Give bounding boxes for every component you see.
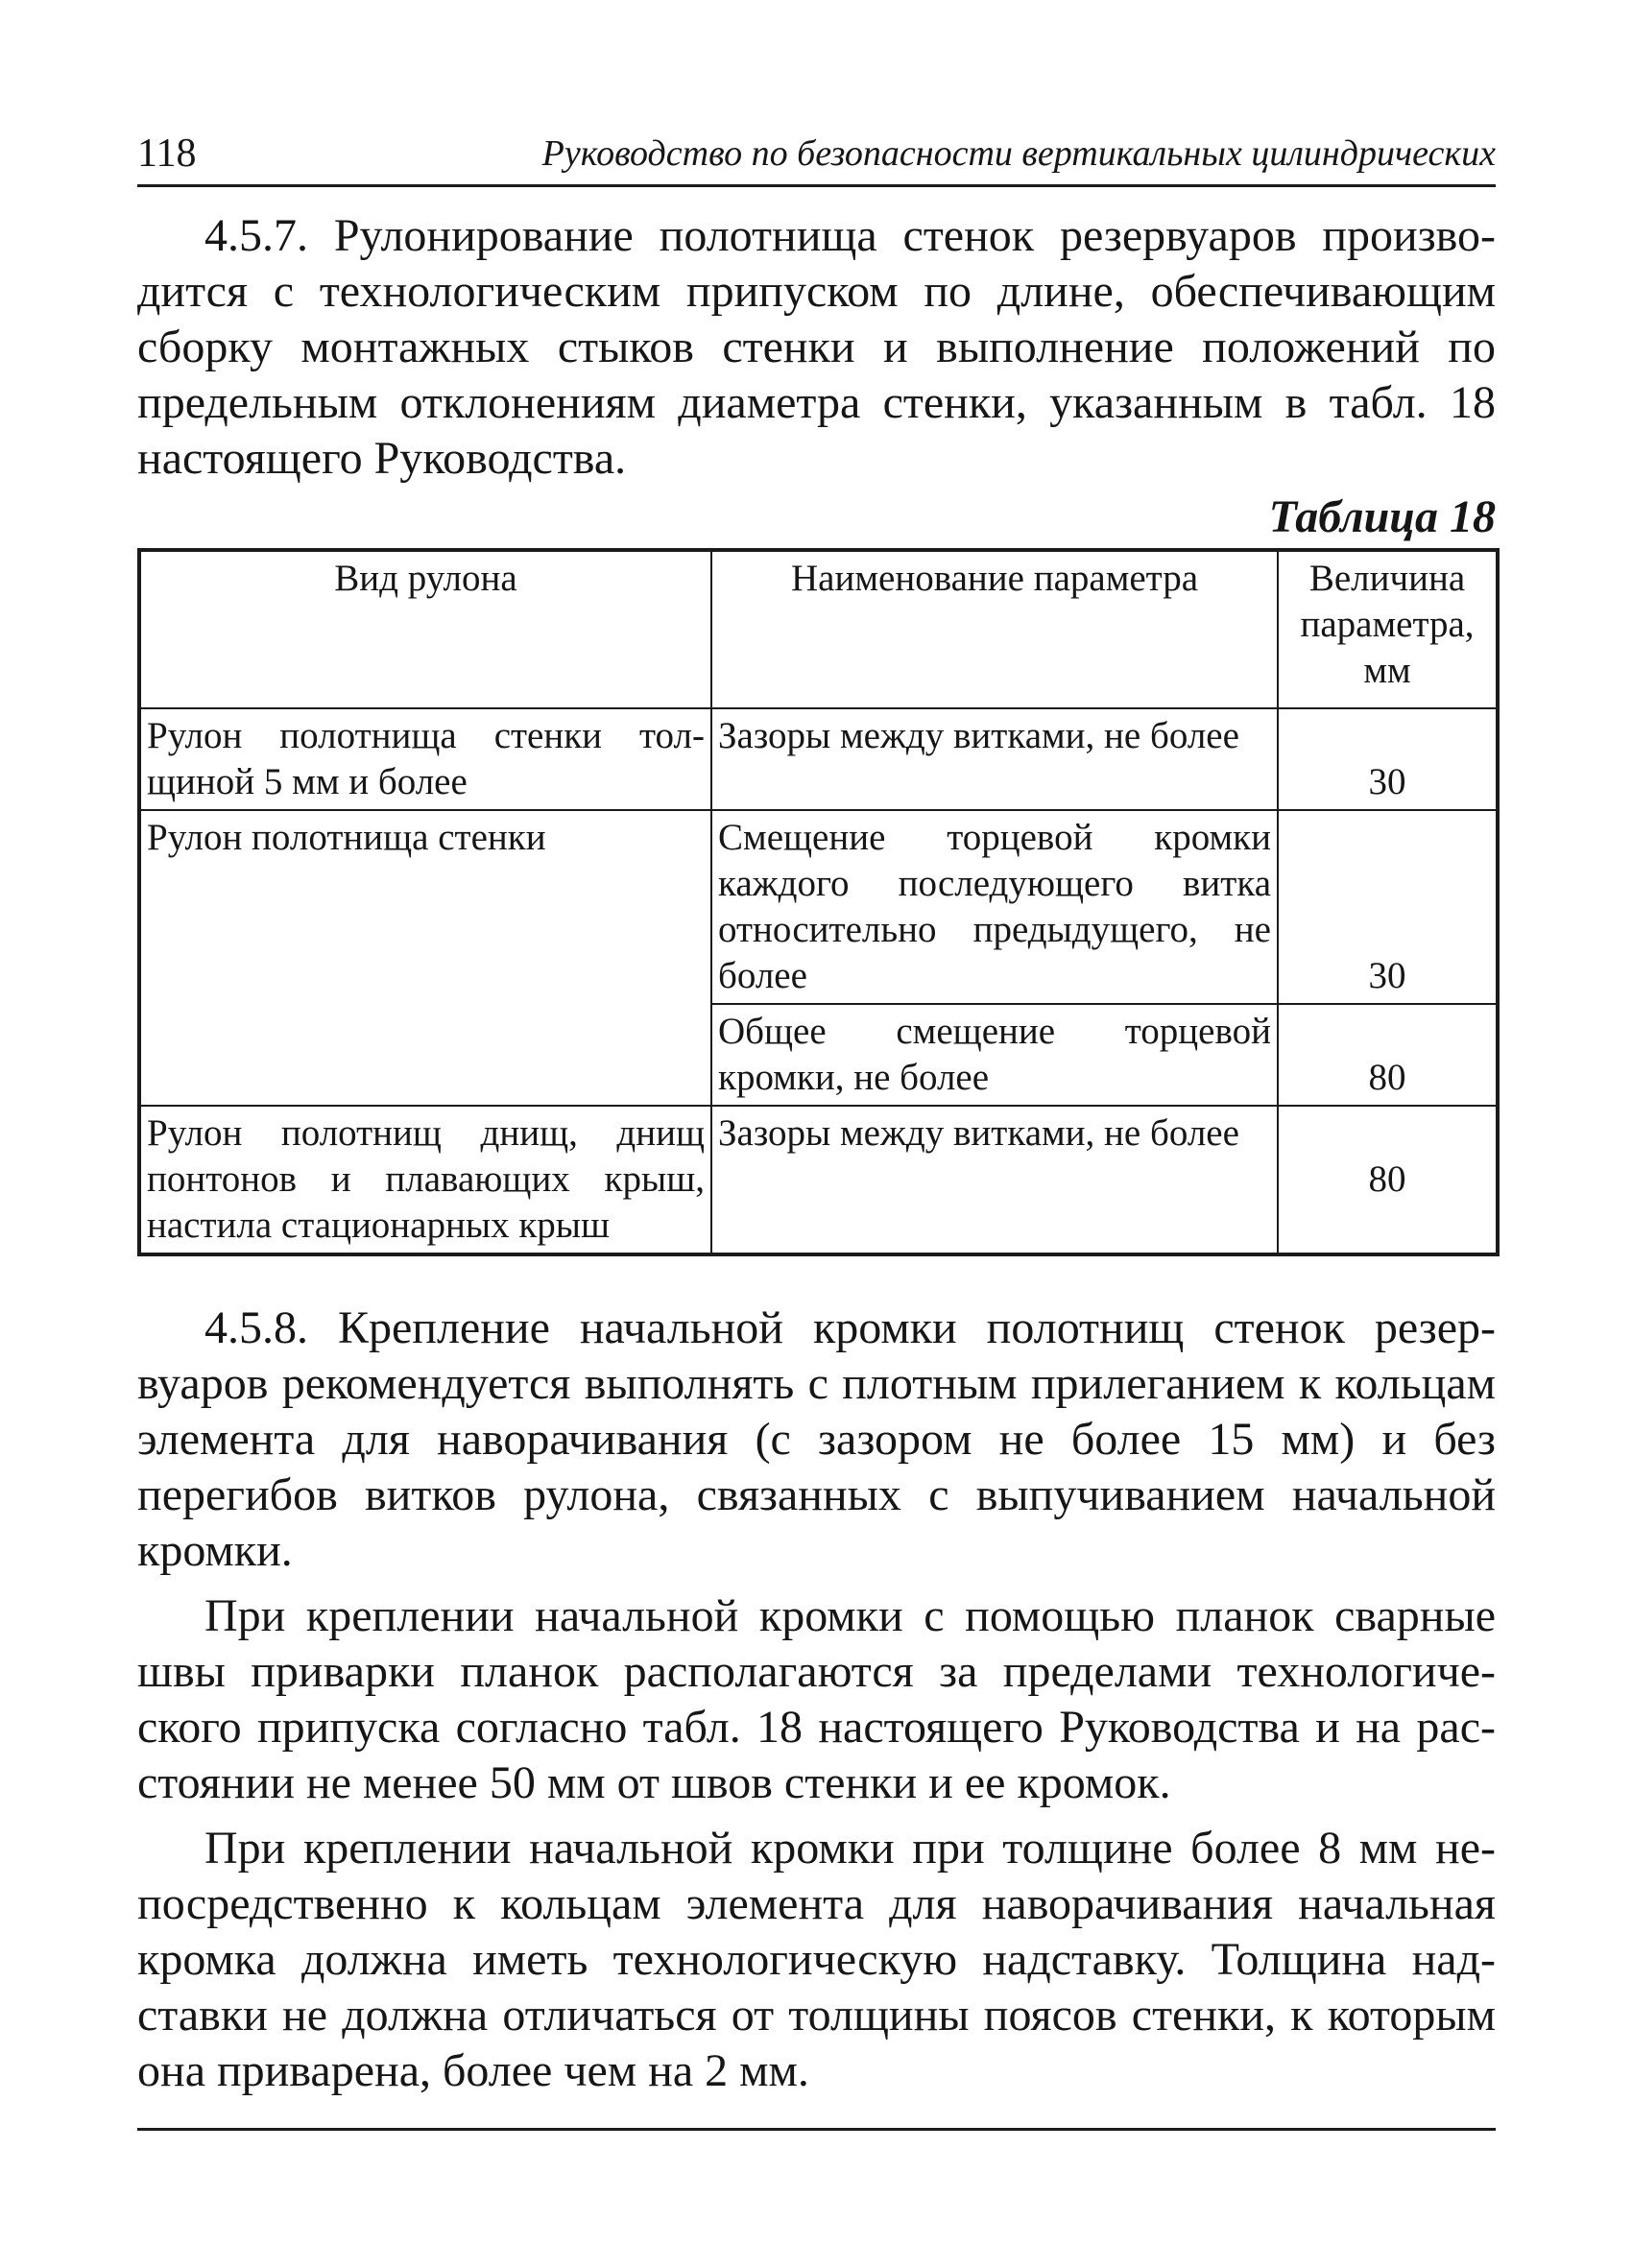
cell-parameter: Зазоры между витками, не более [711,708,1278,810]
running-title: Руководство по безопасности вертикальных цилиндрических [541,133,1496,174]
table-caption: Таблица 18 [1268,491,1496,542]
cell-parameter: Общее смещение торцевой кромки, не более [711,1004,1278,1106]
table-row [139,810,1498,1004]
cell-parameter: Зазоры между витками, не более [711,1106,1278,1254]
table-row [139,708,1498,810]
cell-value: 80 [1278,1106,1498,1254]
table-18 [137,548,1500,1256]
cell-value: 30 [1278,810,1498,1004]
page-number: 118 [137,131,197,176]
cell-value: 80 [1278,1004,1498,1106]
header-value: Величина параметра, мм [1278,550,1498,708]
table-header-row [139,550,1498,708]
cell-roll-type: Рулон полотнища стенки [139,810,711,1106]
paragraph-4-5-7: 4.5.7. Рулонирование полотнища стенок резервуаров производится с технологическим припуском по длине, обеспечивающим сборку монтажных стыков стенки и выполнение положений по предельным отклонениям диаметра стенки, указанным в табл. 18 настоящего Руководства. [137,210,1496,484]
header-parameter: Наименование параметра [711,550,1278,708]
paragraph-planki: При креплении начальной кромки с помощью планок сварные швы приварки планок располагаются за пределами технологического припуска согласно табл. 18 настоящего Руководства и на расстоянии не менее 50 мм от швов стенки и ее кромок. [137,1590,1496,1808]
cell-parameter: Смещение торцевой кромки каждого последующего витка относительно предыдущего, не более [711,810,1278,1004]
paragraph-4-5-8: 4.5.8. Крепление начальной кромки полотнищ стенок резервуаров рекомендуется выполнять с плотным прилеганием к кольцам элемента для наворачивания (с зазором не более 15 мм) и без перегибов витков рулона, связанных с выпучиванием начальной кромки. [137,1302,1496,1576]
page-header [137,125,1496,187]
header-roll-type: Вид рулона [139,550,711,708]
cell-value: 30 [1278,708,1498,810]
footer-rule [137,2128,1496,2131]
book-page [137,125,1496,2131]
cell-roll-type: Рулон полотнищ днищ, днищ понтонов и плавающих крыш, настила стационарных крыш [139,1106,711,1254]
paragraph-8mm: При креплении начальной кромки при толщине более 8 мм непосредственно к кольцам элемента для наворачивания начальная кромка должна иметь технологическую надставку. Толщина надставки не должна отличаться от толщины поясов стенки, к которым она приварена, более чем на 2 мм. [137,1823,1496,2096]
table-row [139,1106,1498,1254]
cell-roll-type: Рулон полотнища стенки толщиной 5 мм и более [139,708,711,810]
